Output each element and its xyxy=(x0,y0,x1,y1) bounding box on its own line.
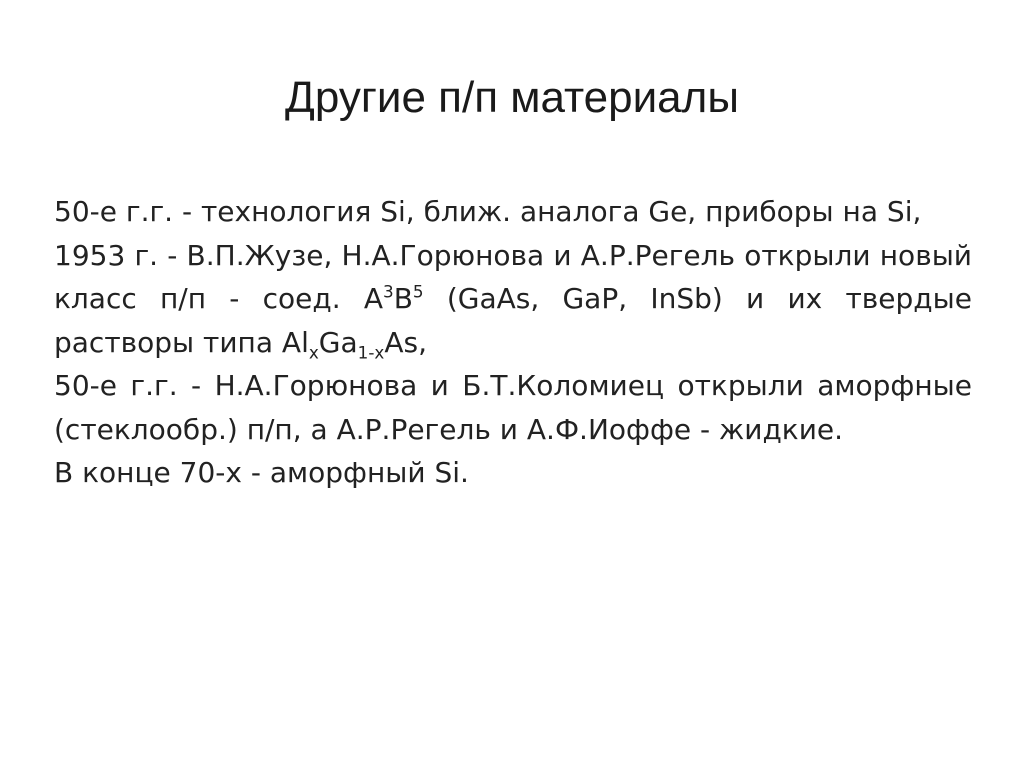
paragraph-2-text-d: Ga xyxy=(318,325,358,359)
paragraph-2-text-c: (GaAs, GaP, InSb) и их твердые растворы типа Al xyxy=(54,282,972,359)
subscript-x: x xyxy=(308,342,319,363)
paragraph-2 xyxy=(54,234,972,365)
paragraph-2-text-a: 1953 г. - В.П.Жузе, Н.А.Горюнова и А.Р.Регель открыли новый класс п/п - соед. А xyxy=(54,238,972,315)
slide-body xyxy=(54,190,972,495)
slide-title: Другие п/п материалы xyxy=(285,73,739,122)
paragraph-2-text-b: В xyxy=(393,282,413,315)
paragraph-3: 50-е г.г. - Н.А.Горюнова и Б.Т.Коломиец открыли аморфные (стеклообр.) п/п, а А.Р.Регель и А.Ф.Иоффе - жидкие. xyxy=(54,369,972,446)
paragraph-4: В конце 70-х - аморфный Si. xyxy=(54,456,469,489)
paragraph-2-text-e: As, xyxy=(384,325,427,359)
superscript-3: 3 xyxy=(383,281,394,302)
superscript-5: 5 xyxy=(412,281,424,302)
subscript-1-x: 1-x xyxy=(357,342,385,363)
paragraph-1: 50-е г.г. - технология Si, ближ. аналога Ge, приборы на Si, xyxy=(54,195,922,228)
